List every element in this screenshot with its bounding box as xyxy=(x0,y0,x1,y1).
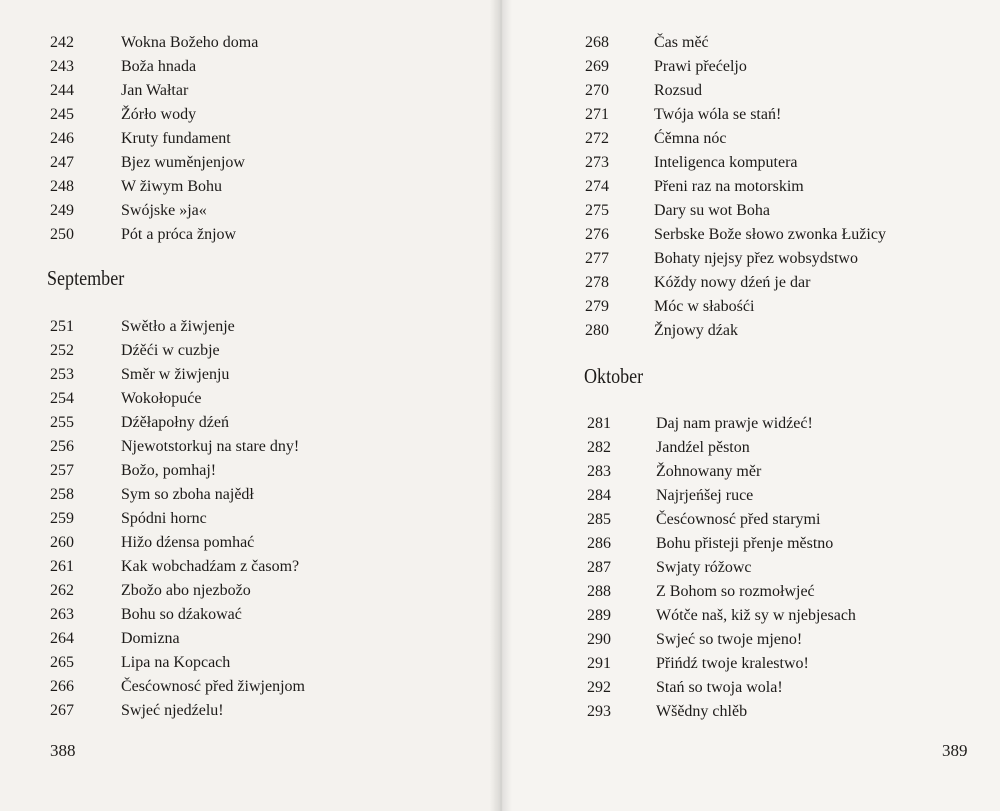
entry-number: 276 xyxy=(585,226,609,243)
entry-number: 286 xyxy=(587,535,611,552)
entry-title: Boža hnada xyxy=(121,58,197,75)
entry-number: 248 xyxy=(50,178,74,195)
entry-title: Swětło a žiwjenje xyxy=(121,318,235,335)
entry-number: 251 xyxy=(50,318,74,335)
entry-title: Kak wobchadźam z časom? xyxy=(121,558,300,575)
entry-number: 281 xyxy=(587,415,611,432)
book-gutter-shadow xyxy=(490,0,512,811)
entry-title: Ćěmna nóc xyxy=(654,130,727,147)
entry-number: 259 xyxy=(50,510,74,527)
entry-number: 293 xyxy=(587,703,611,720)
entry-title: Bjez wuměnjenjow xyxy=(121,154,245,171)
entry-number: 254 xyxy=(50,390,74,407)
entry-number: 263 xyxy=(50,606,74,623)
entry-title: Jandźel pěston xyxy=(656,439,750,456)
entry-number: 275 xyxy=(585,202,609,219)
entry-title: Z Bohom so rozmołwjeć xyxy=(656,583,815,600)
entry-title: Stań so twoja wola! xyxy=(656,679,783,696)
entry-number: 252 xyxy=(50,342,74,359)
entry-number: 280 xyxy=(585,322,609,339)
entry-number: 247 xyxy=(50,154,74,171)
entry-title: Hižo dźensa pomhać xyxy=(121,534,255,551)
entry-title: Dźěłapołny dźeń xyxy=(121,414,229,431)
entry-title: Wótče naš, kiž sy w njebjesach xyxy=(656,607,856,624)
entry-number: 277 xyxy=(585,250,609,267)
entry-title: Dary su wot Boha xyxy=(654,202,770,219)
entry-title: Swjaty róžowc xyxy=(656,559,752,576)
entry-number: 268 xyxy=(585,34,609,51)
entry-number: 256 xyxy=(50,438,74,455)
entry-title: Přeni raz na motorskim xyxy=(654,178,804,195)
entry-title: Inteligenca komputera xyxy=(654,154,798,171)
entry-title: Daj nam prawje widźeć! xyxy=(656,415,813,432)
entry-number: 262 xyxy=(50,582,74,599)
entry-title: Wokna Božeho doma xyxy=(121,34,259,51)
entry-title: Swjeć so twoje mjeno! xyxy=(656,631,803,648)
entry-number: 257 xyxy=(50,462,74,479)
entry-title: Bohu přisteji přenje městno xyxy=(656,535,834,552)
entry-title: Wokołopuće xyxy=(121,390,202,407)
entry-title: Prawi přećeljo xyxy=(654,58,747,75)
entry-title: Přińdź twoje kralestwo! xyxy=(656,655,809,672)
entry-title: Božo, pomhaj! xyxy=(121,462,217,479)
entry-number: 292 xyxy=(587,679,611,696)
entry-number: 242 xyxy=(50,34,74,51)
entry-number: 272 xyxy=(585,130,609,147)
entry-number: 265 xyxy=(50,654,74,671)
entry-title: Spódni hornc xyxy=(121,510,207,527)
entry-title: Dźěći w cuzbje xyxy=(121,342,220,359)
entry-number: 274 xyxy=(585,178,609,195)
entry-title: Sym so zboha najědł xyxy=(121,486,254,503)
entry-title: Domizna xyxy=(121,630,180,647)
entry-title: Lipa na Kopcach xyxy=(121,654,231,671)
entry-number: 291 xyxy=(587,655,611,672)
entry-number: 290 xyxy=(587,631,611,648)
entry-number: 258 xyxy=(50,486,74,503)
entry-number: 287 xyxy=(587,559,611,576)
entry-title: Njewotstorkuj na stare dny! xyxy=(121,438,300,455)
entry-title: Rozsud xyxy=(654,82,702,99)
entry-title: Wšědny chlěb xyxy=(656,703,748,720)
entry-number: 250 xyxy=(50,226,74,243)
entry-title: Česćownosć před starymi xyxy=(656,511,821,528)
entry-number: 270 xyxy=(585,82,609,99)
entry-title: Čas měć xyxy=(654,34,709,51)
entry-number: 253 xyxy=(50,366,74,383)
entry-title: Směr w žiwjenju xyxy=(121,366,230,383)
entry-number: 289 xyxy=(587,607,611,624)
entry-number: 267 xyxy=(50,702,74,719)
entry-number: 271 xyxy=(585,106,609,123)
entry-number: 260 xyxy=(50,534,74,551)
right-page xyxy=(500,0,1000,811)
entry-number: 261 xyxy=(50,558,74,575)
entry-number: 273 xyxy=(585,154,609,171)
entry-title: Pót a próca žnjow xyxy=(121,226,237,243)
entry-title: Móc w słabośći xyxy=(654,298,755,315)
month-heading-september: September xyxy=(47,266,125,290)
page-number-left: 388 xyxy=(50,741,76,760)
entry-title: Serbske Bože słowo zwonka Łužicy xyxy=(654,226,886,243)
entry-number: 245 xyxy=(50,106,74,123)
page-number-right: 389 xyxy=(942,741,968,760)
entry-title: Swójske »ja« xyxy=(121,202,207,219)
entry-number: 278 xyxy=(585,274,609,291)
entry-title: Twója wóla se stań! xyxy=(654,106,782,123)
entry-title: Česćownosć před žiwjenjom xyxy=(121,678,305,695)
entry-title: Najrjeńšej ruce xyxy=(656,487,754,504)
entry-number: 269 xyxy=(585,58,609,75)
entry-number: 255 xyxy=(50,414,74,431)
entry-number: 279 xyxy=(585,298,609,315)
entry-title: Zbožo abo njezbožo xyxy=(121,582,251,599)
entry-title: Jan Wałtar xyxy=(121,82,189,99)
entry-number: 249 xyxy=(50,202,74,219)
entry-title: Swjeć njedźelu! xyxy=(121,702,224,719)
entry-title: Žnjowy dźak xyxy=(654,322,738,339)
entry-title: Bohaty njejsy přez wobsydstwo xyxy=(654,250,858,267)
entry-number: 282 xyxy=(587,439,611,456)
entry-number: 288 xyxy=(587,583,611,600)
entry-number: 246 xyxy=(50,130,74,147)
entry-title: Kruty fundament xyxy=(121,130,231,147)
entry-number: 244 xyxy=(50,82,74,99)
entry-number: 266 xyxy=(50,678,74,695)
entry-title: Žohnowany měr xyxy=(656,463,762,480)
entry-number: 285 xyxy=(587,511,611,528)
month-heading-oktober: Oktober xyxy=(584,364,644,388)
entry-number: 264 xyxy=(50,630,74,647)
entry-number: 284 xyxy=(587,487,611,504)
entry-number: 243 xyxy=(50,58,74,75)
entry-title: Bohu so dźakować xyxy=(121,606,242,623)
entry-title: Žórło wody xyxy=(121,106,197,123)
entry-title: W žiwym Bohu xyxy=(121,178,223,195)
entry-title: Kóždy nowy dźeń je dar xyxy=(654,274,811,291)
entry-number: 283 xyxy=(587,463,611,480)
